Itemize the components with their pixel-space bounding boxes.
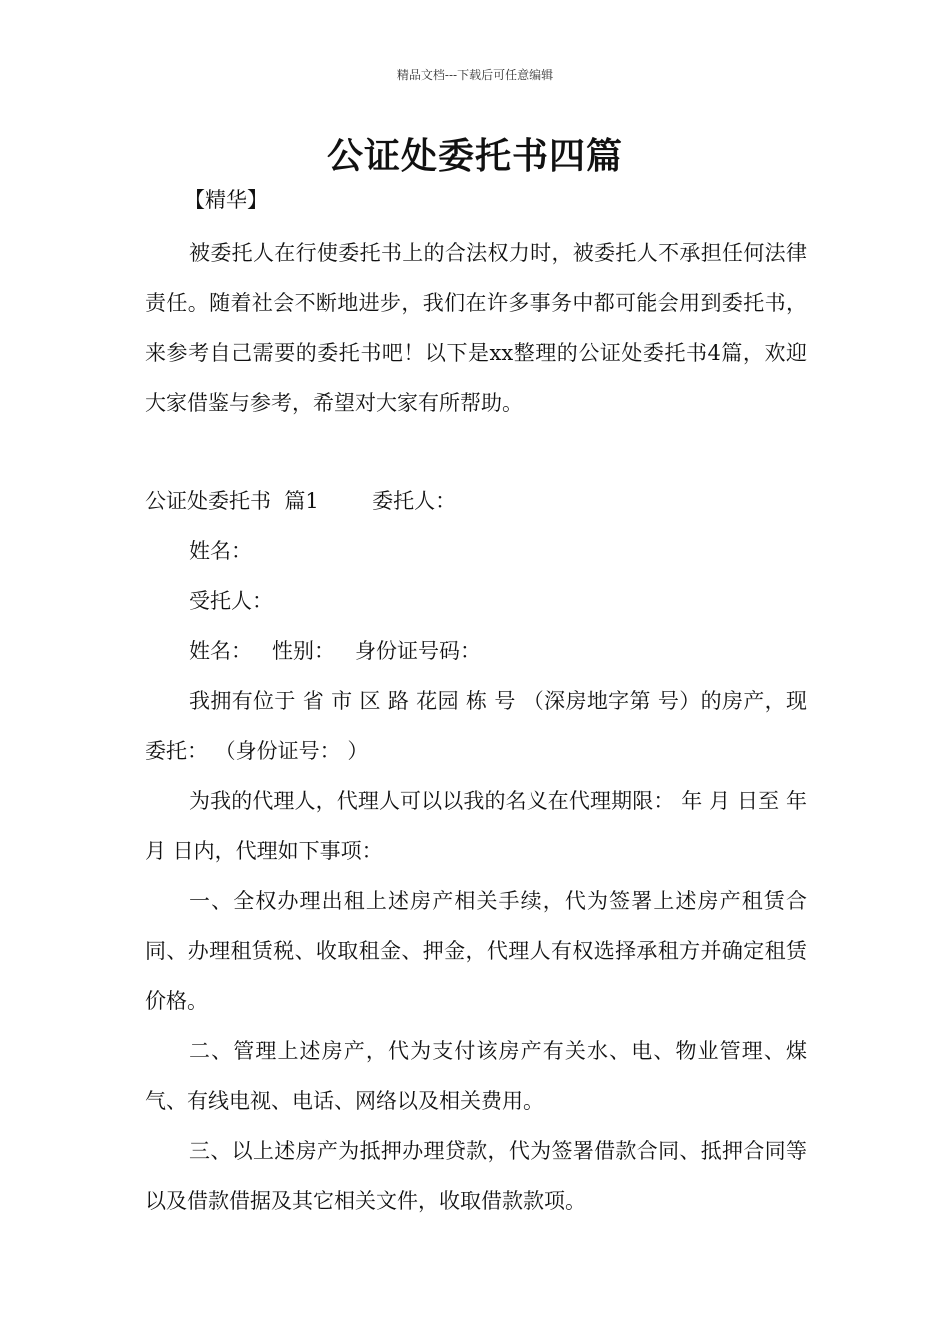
agent-paragraph: 为我的代理人，代理人可以以我的名义在代理期限： 年 月 日至 年 月 日内，代理如下事项：	[145, 789, 807, 863]
item-2-paragraph: 二、管理上述房产，代为支付该房产有关水、电、物业管理、煤气、有线电视、电话、网络以及相关费用。	[145, 1039, 807, 1113]
section1-heading: 公证处委托书 篇1 委托人：	[145, 489, 457, 513]
property-paragraph: 我拥有位于 省 市 区 路 花园 栋 号 （深房地字第 号）的房产，现委托： （身份证号： ）	[145, 689, 807, 763]
intro-paragraph: 被委托人在行使委托书上的合法权力时，被委托人不承担任何法律责任。随着社会不断地进步，我们在许多事务中都可能会用到委托书，来参考自己需要的委托书吧！以下是xx整理的公证处委托书4篇，欢迎大家借鉴与参考，希望对大家有所帮助。	[145, 241, 807, 415]
document-title: 公证处委托书四篇	[326, 135, 623, 177]
section-gap	[145, 428, 807, 476]
page-header: 精品文档---下载后可任意编辑	[396, 68, 554, 82]
item-1-paragraph: 一、全权办理出租上述房产相关手续，代为签署上述房产租赁合同、办理租赁税、收取租金、押金，代理人有权选择承租方并确定租赁价格。	[145, 889, 807, 1013]
principal-name-field: 姓名：	[189, 539, 252, 563]
document-body	[145, 228, 807, 1226]
trustee-fields: 姓名： 性别： 身份证号码：	[189, 639, 482, 663]
item-3-paragraph: 三、以上述房产为抵押办理贷款，代为签署借款合同、抵押合同等以及借款借据及其它相关文件，收取借款款项。	[145, 1139, 807, 1213]
trustee-label: 受托人：	[189, 589, 273, 613]
essence-tag: 【精华】	[184, 188, 268, 212]
